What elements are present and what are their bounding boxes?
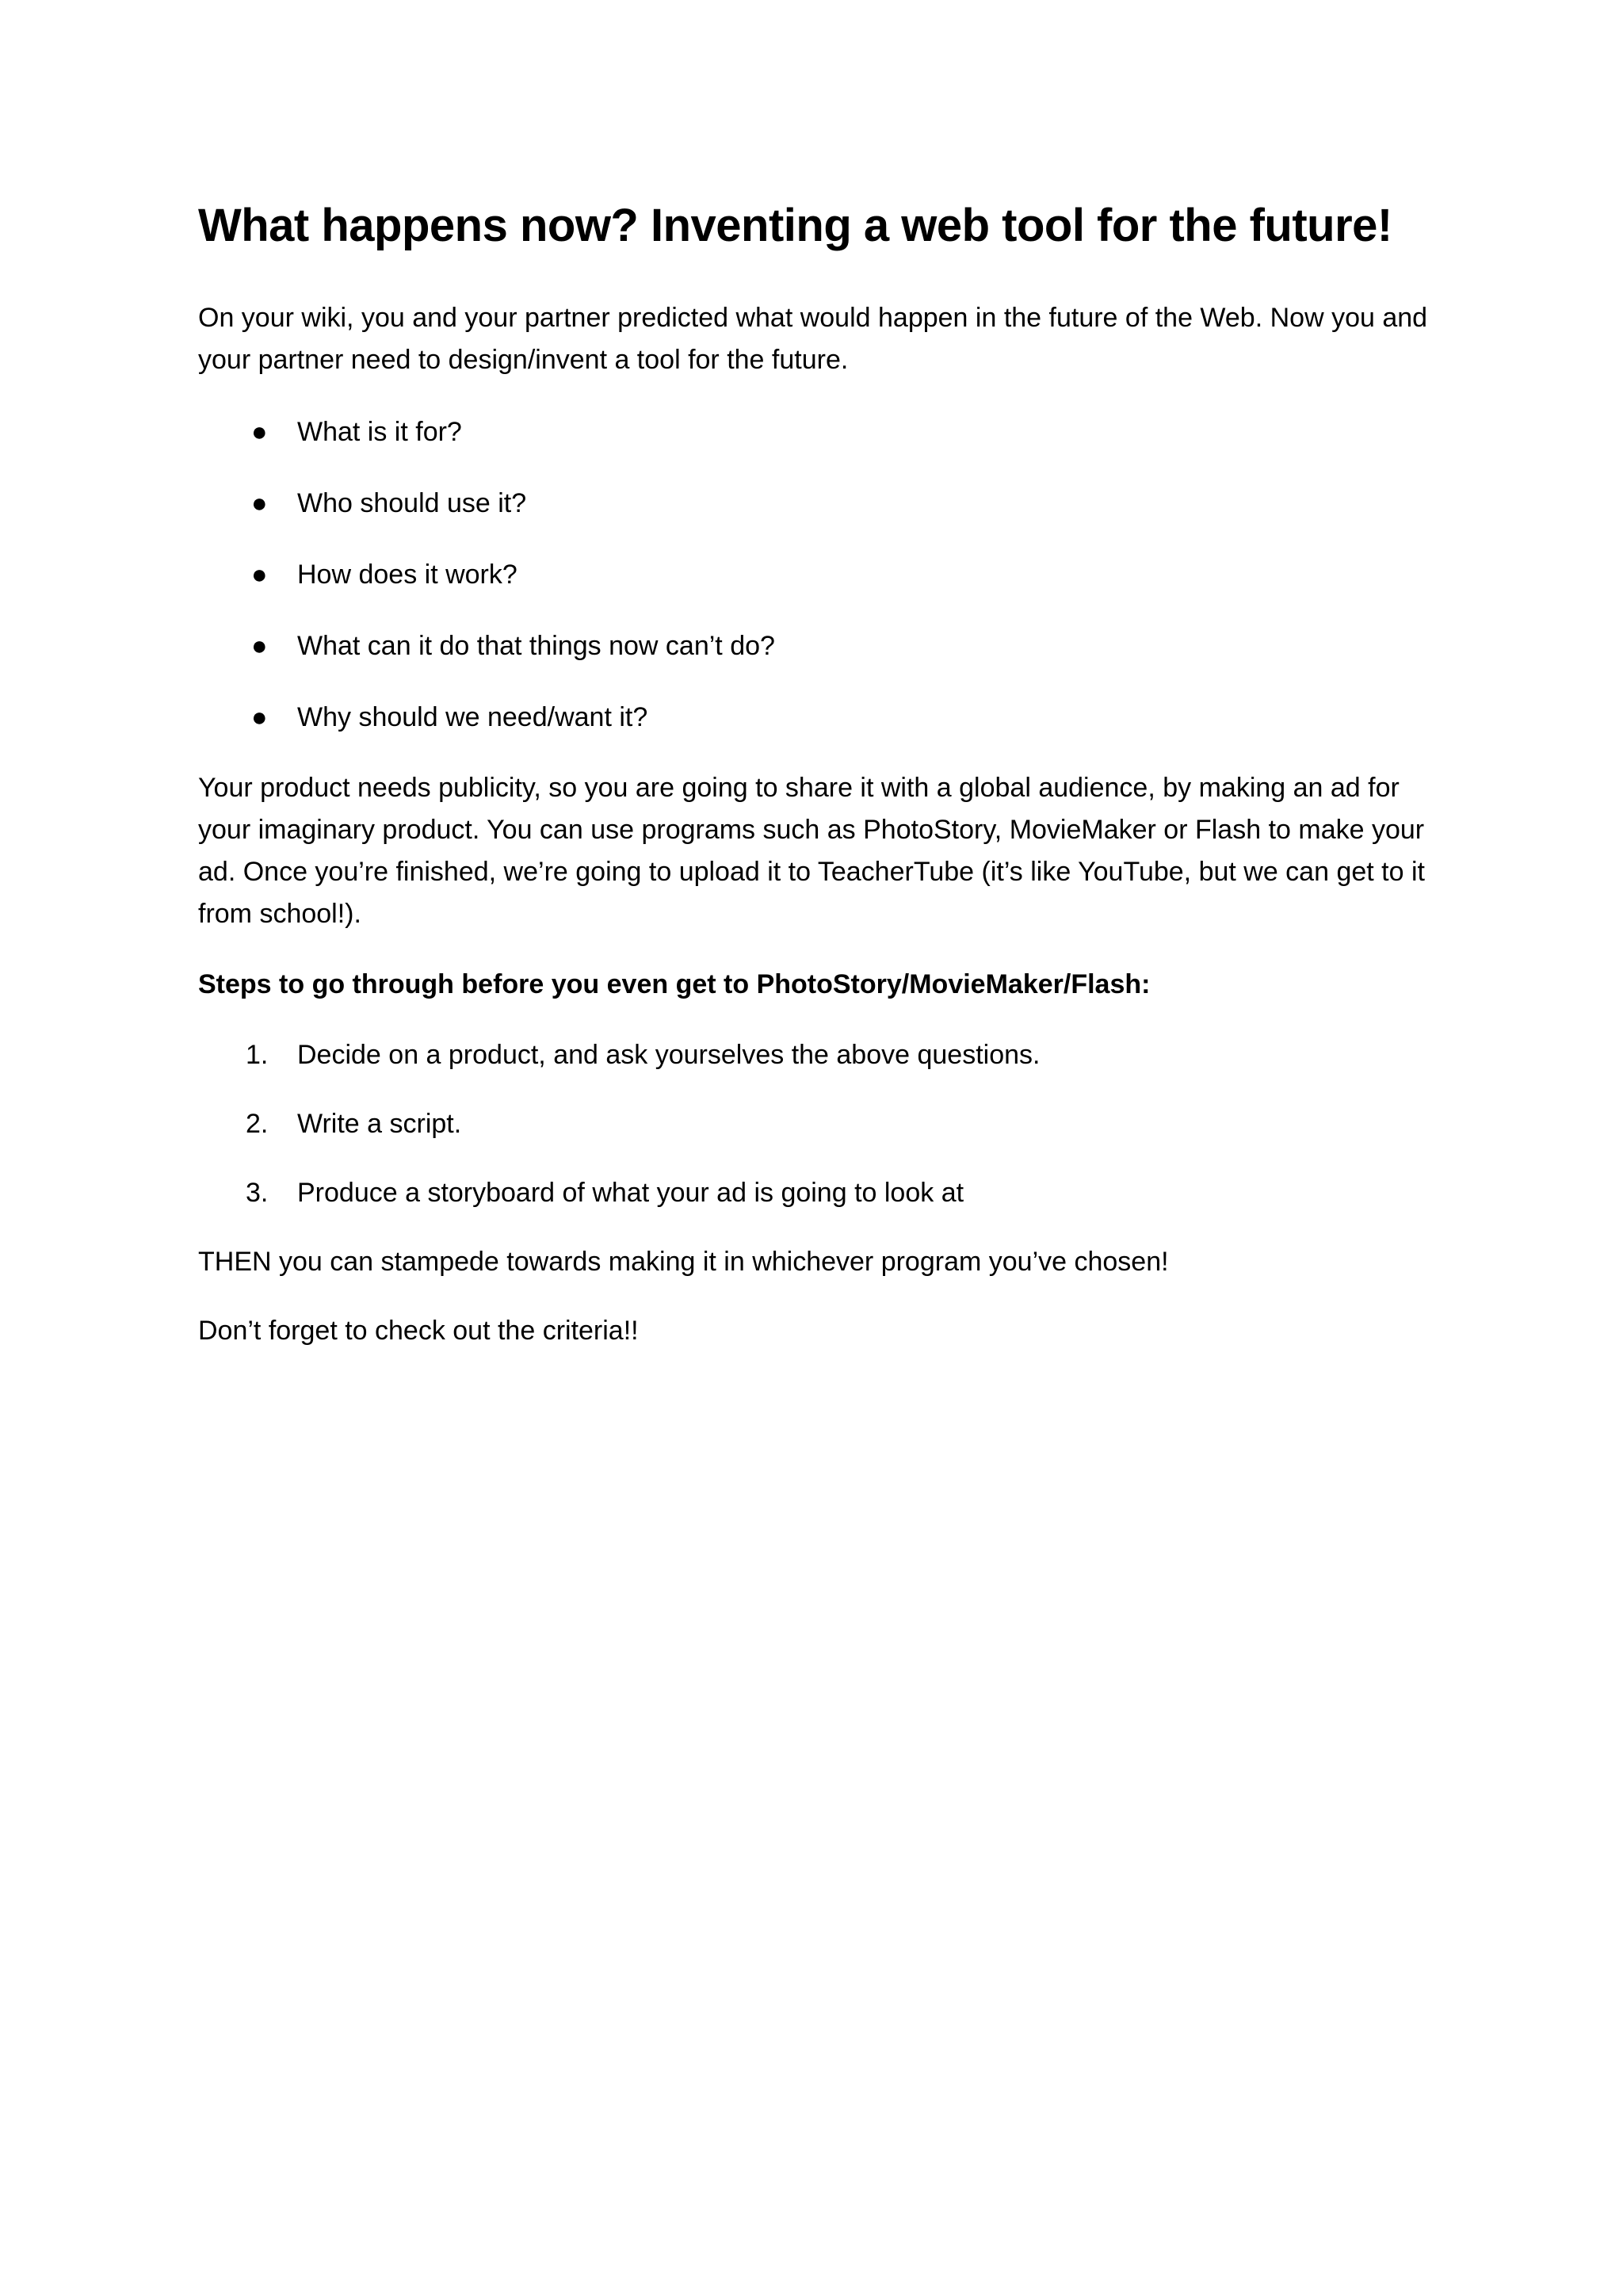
list-item: [198, 554, 1450, 596]
list-item: [198, 625, 1450, 667]
list-item: [198, 1103, 1450, 1145]
steps-list: [198, 1034, 1450, 1214]
bullet-icon: ●: [251, 701, 268, 732]
question-text: Why should we need/want it?: [297, 701, 648, 732]
document-page: [198, 198, 1450, 1352]
step-text: Decide on a product, and ask yourselves the above questions.: [297, 1039, 1041, 1070]
bullet-icon: ●: [251, 630, 268, 661]
question-text: How does it work?: [297, 559, 517, 590]
criteria-paragraph: Don’t forget to check out the criteria!!: [198, 1315, 639, 1346]
document-title: What happens now? Inventing a web tool for the future!: [198, 200, 1392, 251]
question-text: What is it for?: [297, 416, 462, 447]
step-number: 3.: [246, 1177, 269, 1208]
question-text: Who should use it?: [297, 487, 527, 518]
list-item: [198, 697, 1450, 739]
list-item: [198, 483, 1450, 525]
step-text: Write a script.: [297, 1108, 462, 1139]
step-text: Produce a storyboard of what your ad is going to look at: [297, 1177, 964, 1208]
publicity-paragraph: Your product needs publicity, so you are going to share it with a global audience, by making an ad for your imaginary product. You can use programs such as PhotoStory, MovieMaker or Flash to make your ad. Once you’re finished, we’re going to upload it to TeacherTube (it’s like YouTube, but we can get to it from school!).: [198, 772, 1425, 929]
step-number: 2.: [246, 1108, 269, 1139]
step-number: 1.: [246, 1039, 269, 1070]
question-text: What can it do that things now can’t do?: [297, 630, 775, 661]
intro-paragraph: On your wiki, you and your partner predicted what would happen in the future of the Web. Now you and your partner need to design/invent a tool for the future.: [198, 302, 1428, 375]
bullet-icon: ●: [251, 487, 268, 518]
list-item: [198, 411, 1450, 453]
questions-list: [198, 411, 1450, 739]
steps-heading: Steps to go through before you even get to PhotoStory/MovieMaker/Flash:: [198, 968, 1151, 999]
list-item: [198, 1034, 1450, 1076]
bullet-icon: ●: [251, 559, 268, 590]
then-paragraph: THEN you can stampede towards making it in whichever program you’ve chosen!: [198, 1246, 1169, 1277]
list-item: [198, 1172, 1450, 1214]
bullet-icon: ●: [251, 416, 268, 447]
